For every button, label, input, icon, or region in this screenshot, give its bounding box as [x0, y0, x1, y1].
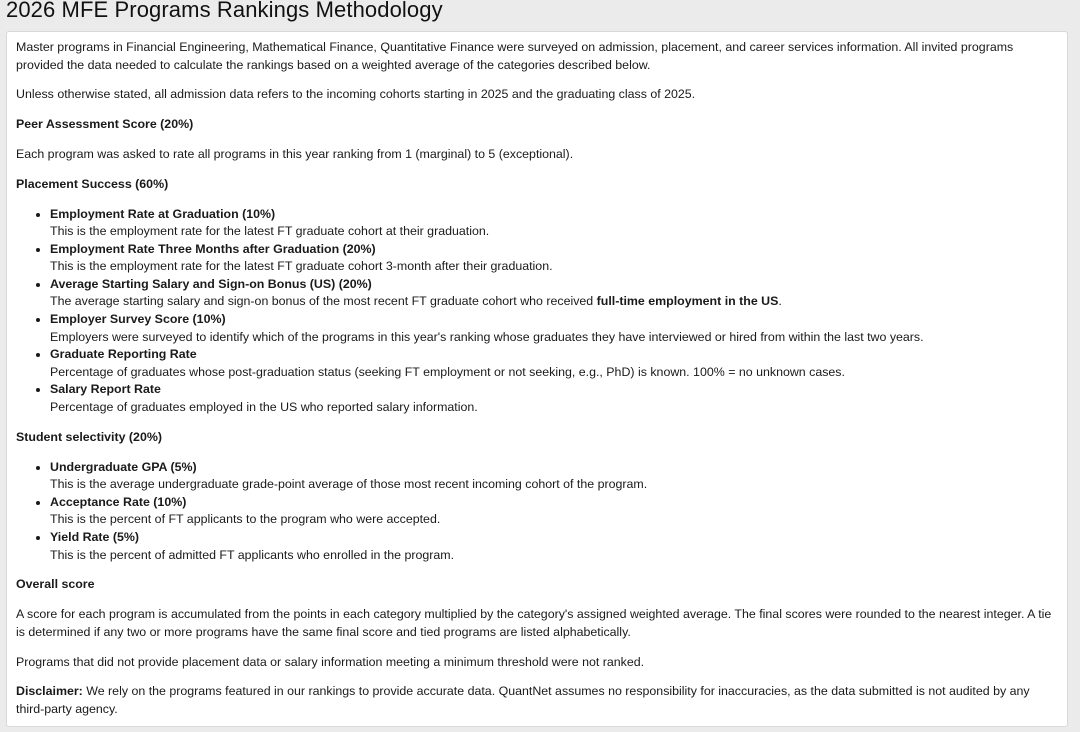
- criterion-description-text: The average starting salary and sign-on bonus of the most recent FT graduate cohort who received: [50, 294, 597, 309]
- peer-assessment-heading: Peer Assessment Score (20%): [16, 117, 194, 132]
- criterion-title: • Acceptance Rate (10%): [50, 494, 187, 509]
- methodology-panel: [6, 31, 1068, 727]
- criterion-description-end: .: [778, 294, 782, 309]
- criterion-description: Employers were surveyed to identify which of the programs in this year's ranking whose graduates they have interviewed or hired from within the last two years.: [50, 329, 924, 344]
- criterion-title: • Yield Rate (5%): [50, 529, 140, 544]
- criterion-title: • Graduate Reporting Rate: [50, 347, 197, 362]
- criterion-title: • Employer Survey Score (10%): [50, 312, 226, 327]
- list-item: [50, 494, 1058, 529]
- disclaimer-label: Disclaimer:: [16, 684, 83, 699]
- disclaimer-text: We rely on the programs featured in our rankings to provide accurate data. QuantNet assumes no responsibility for inaccuracies, as the data submitted is not audited by any third-party agency.: [16, 684, 1030, 716]
- list-item: [50, 206, 1058, 241]
- overall-score-heading: Overall score: [16, 577, 95, 592]
- criterion-description-emphasis: full-time employment in the US: [596, 294, 779, 309]
- criterion-description: [50, 293, 1058, 311]
- list-item: [50, 346, 1058, 381]
- criterion-title: • Undergraduate GPA (5%): [50, 459, 197, 474]
- list-item: [50, 241, 1058, 276]
- criterion-description: This is the average undergraduate grade-point average of those most recent incoming cohort of the program.: [50, 477, 648, 492]
- criterion-description: Percentage of graduates whose post-graduation status (seeking FT employment or not seeking, e.g., PhD) is known. 100% = no unknown cases.: [50, 364, 845, 379]
- overall-score-text: A score for each program is accumulated from the points in each category multiplied by the category's assigned weighted average. The final scores were rounded to the nearest integer. A tie is determined if any two or more programs have the same final score and tied programs are listed alphabetically.: [16, 607, 1052, 639]
- selectivity-criteria-list: [16, 459, 1058, 565]
- list-item: [50, 459, 1058, 494]
- peer-assessment-text: Each program was asked to rate all programs in this year ranking from 1 (marginal) to 5 (exceptional).: [16, 146, 574, 161]
- criterion-description: This is the employment rate for the latest FT graduate cohort 3-month after their graduation.: [50, 259, 553, 274]
- admission-data-note: Unless otherwise stated, all admission data refers to the incoming cohorts starting in 2025 and the graduating class of 2025.: [16, 87, 696, 102]
- criterion-description: Percentage of graduates employed in the US who reported salary information.: [50, 400, 478, 415]
- criterion-description: This is the percent of FT applicants to the program who were accepted.: [50, 512, 441, 527]
- list-item: [50, 381, 1058, 416]
- list-item: [50, 529, 1058, 564]
- page-title: 2026 MFE Programs Rankings Methodology: [6, 0, 443, 22]
- criterion-title: • Employment Rate at Graduation (10%): [50, 206, 276, 221]
- criterion-description: This is the percent of admitted FT applicants who enrolled in the program.: [50, 547, 455, 562]
- intro-paragraph: Master programs in Financial Engineering, Mathematical Finance, Quantitative Finance were surveyed on admission, placement, and career services information. All invited programs provided the data needed to calculate the rankings based on a weighted average of the categories described below.: [16, 40, 1014, 72]
- list-item: [50, 276, 1058, 311]
- disclaimer: [16, 683, 1058, 718]
- list-item: [50, 311, 1058, 346]
- placement-criteria-list: [16, 206, 1058, 417]
- not-ranked-note: Programs that did not provide placement data or salary information meeting a minimum threshold were not ranked.: [16, 654, 645, 669]
- criterion-title: • Salary Report Rate: [50, 382, 161, 397]
- criterion-description: This is the employment rate for the latest FT graduate cohort at their graduation.: [50, 224, 490, 239]
- placement-success-heading: Placement Success (60%): [16, 176, 169, 191]
- student-selectivity-heading: Student selectivity (20%): [16, 429, 162, 444]
- criterion-title: • Average Starting Salary and Sign-on Bonus (US) (20%): [50, 276, 372, 291]
- criterion-title: • Employment Rate Three Months after Graduation (20%): [50, 241, 376, 256]
